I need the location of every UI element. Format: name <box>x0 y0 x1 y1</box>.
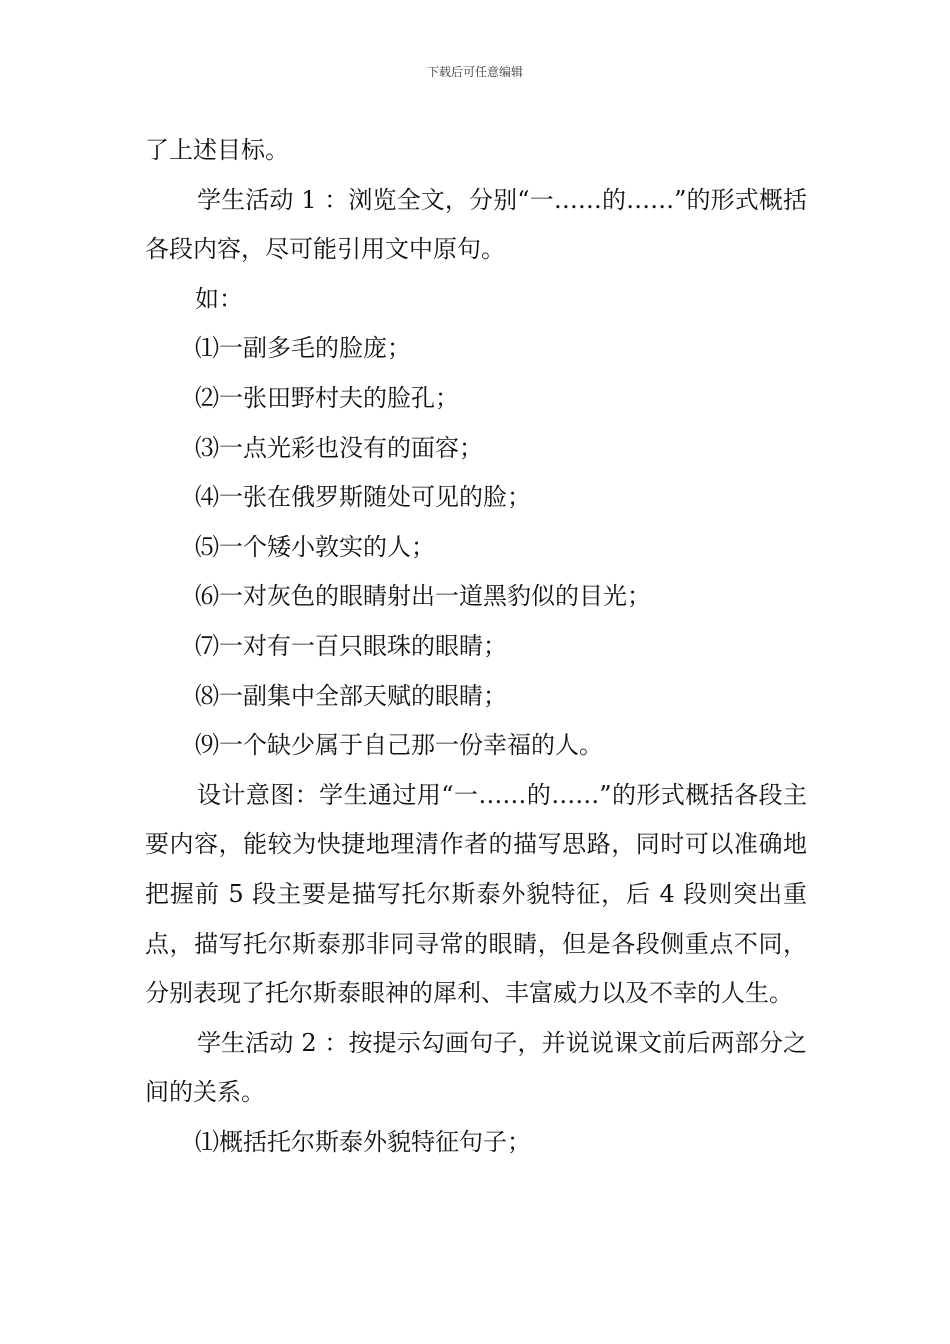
paragraph-continuation: 了上述目标。 <box>145 136 289 164</box>
list-item: ⑸一个矮小敦实的人； <box>195 532 435 561</box>
paragraph-activity-2: 学生活动 2 ：按提示勾画句子，并说说课文前后两部分之间的关系。 <box>145 1028 807 1107</box>
paragraph-activity-1: 学生活动 1 ：浏览全文，分别“一……的……”的形式概括各段内容，尽可能引用文中原句。 <box>145 185 807 264</box>
list-item: ⑵一张田野村夫的脸孔； <box>195 383 459 412</box>
list-item: ⑼一个缺少属于自己那一份幸福的人。 <box>195 731 603 760</box>
list-item: ⑴概括托尔斯泰外貌特征句子； <box>195 1127 531 1156</box>
paragraph-design-intent: 设计意图：学生通过用“一……的……”的形式概括各段主要内容，能较为快捷地理清作者的描写思路，同时可以准确地把握前 5 段主要是描写托尔斯泰外貌特征，后 4 段则突出重点，描写托尔斯泰那非同寻常的眼睛，但是各段侧重点不同，分别表现了托尔斯泰眼神的犀利、丰富威力以及不幸的人生。 <box>145 780 807 1008</box>
list-item: ⑶一点光彩也没有的面容； <box>195 433 483 462</box>
document-body <box>145 126 807 1167</box>
page-header: 下载后可任意编辑 <box>426 65 523 79</box>
list-item: ⑻一副集中全部天赋的眼睛； <box>195 681 507 710</box>
list-item: ⑹一对灰色的眼睛射出一道黑豹似的目光； <box>195 582 651 611</box>
list-item: ⑴一副多毛的脸庞； <box>195 334 411 363</box>
paragraph-example-intro: 如： <box>195 284 243 313</box>
list-item: ⑺一对有一百只眼珠的眼睛； <box>195 631 507 660</box>
list-item: ⑷一张在俄罗斯随处可见的脸； <box>195 483 531 512</box>
